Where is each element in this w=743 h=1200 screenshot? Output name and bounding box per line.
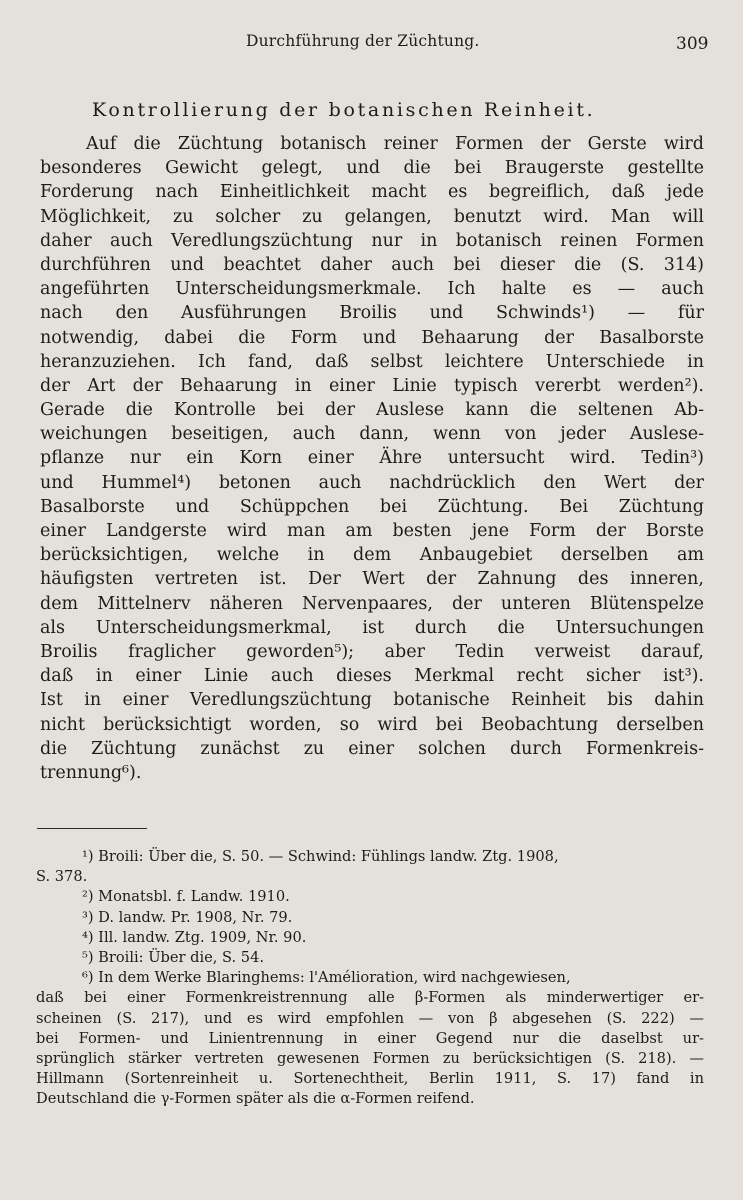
footnote-line: bei Formen- und Linientrennung in einer Gegend nur die daselbst ur-	[36, 1029, 704, 1047]
body-line: heranzuziehen. Ich fand, daß selbst leichtere Unterschiede in	[40, 351, 704, 372]
body-line: notwendig, dabei die Form und Behaarung der Basalborste	[40, 327, 704, 348]
footnote-line: ²) Monatsbl. f. Landw. 1910.	[82, 888, 290, 906]
footnote-line: daß bei einer Formenkreistrennung alle β-Formen als minderwertiger er-	[36, 989, 704, 1007]
body-line: Ist in einer Veredlungszüchtung botanische Reinheit bis dahin	[40, 690, 704, 711]
footnote-divider	[37, 828, 147, 829]
body-line: dem Mittelnerv näheren Nervenpaares, der unteren Blütenspelze	[40, 593, 704, 614]
body-line: häufigsten vertreten ist. Der Wert der Zahnung des inneren,	[40, 569, 704, 590]
body-line: durchführen und beachtet daher auch bei dieser die (S. 314)	[40, 254, 704, 275]
body-line: Möglichkeit, zu solcher zu gelangen, benutzt wird. Man will	[40, 206, 704, 227]
footnote-line: ⁵) Broili: Über die, S. 54.	[82, 948, 265, 966]
body-paragraph	[40, 132, 704, 785]
body-line: die Züchtung zunächst zu einer solchen durch Formenkreis-	[40, 738, 704, 759]
body-line: daher auch Veredlungszüchtung nur in botanisch reinen Formen	[40, 230, 704, 251]
footnote-line: ⁴) Ill. landw. Ztg. 1909, Nr. 90.	[82, 928, 307, 946]
body-line: der Art der Behaarung in einer Linie typisch vererbt werden²).	[40, 375, 704, 396]
body-line: pflanze nur ein Korn einer Ähre untersucht wird. Tedin³)	[40, 448, 704, 469]
body-line: und Hummel⁴) betonen auch nachdrücklich den Wert der	[40, 472, 704, 493]
footnote-line: ⁶) In dem Werke Blaringhems: l'Amélioration, wird nachgewiesen,	[82, 969, 571, 987]
body-line: Forderung nach Einheitlichkeit macht es begreiflich, daß jede	[40, 182, 704, 203]
footnote-line: sprünglich stärker vertreten gewesenen Formen zu berücksichtigen (S. 218). —	[36, 1049, 704, 1067]
body-line: Broilis fraglicher geworden⁵); aber Tedin verweist darauf,	[40, 641, 704, 662]
section-title: Kontrollierung der botanischen Reinheit.	[92, 99, 596, 121]
body-line: trennung⁶).	[40, 762, 142, 783]
footnote-line: ³) D. landw. Pr. 1908, Nr. 79.	[82, 908, 293, 926]
body-line: angeführten Unterscheidungsmerkmale. Ich halte es — auch	[40, 279, 704, 300]
body-line: einer Landgerste wird man am besten jene Form der Borste	[40, 521, 704, 541]
footnote-line: S. 378.	[36, 868, 88, 886]
body-line: daß in einer Linie auch dieses Merkmal recht sicher ist³).	[40, 666, 704, 687]
body-line: nicht berücksichtigt worden, so wird bei Beobachtung derselben	[40, 714, 704, 735]
footnotes	[36, 847, 704, 1109]
body-line: als Unterscheidungsmerkmal, ist durch die Untersuchungen	[40, 617, 704, 638]
footnote-line: ¹) Broili: Über die, S. 50. — Schwind: Fühlings landw. Ztg. 1908,	[82, 848, 559, 865]
footnote-line: Hillmann (Sortenreinheit u. Sortenechtheit, Berlin 1911, S. 17) fand in	[36, 1070, 704, 1088]
body-line: Auf die Züchtung botanisch reiner Formen der Gerste wird	[86, 134, 704, 154]
footnote-line: scheinen (S. 217), und es wird empfohlen — von β abgesehen (S. 222) —	[36, 1009, 704, 1027]
body-line: Gerade die Kontrolle bei der Auslese kann die seltenen Ab-	[40, 400, 704, 421]
footnote-line: Deutschland die γ-Formen später als die α-Formen reifend.	[36, 1090, 475, 1108]
running-title: Durchführung der Züchtung.	[246, 32, 480, 50]
body-line: nach den Ausführungen Broilis und Schwinds¹) — für	[40, 303, 704, 324]
page-number: 309	[676, 34, 709, 54]
body-line: besonderes Gewicht gelegt, und die bei Braugerste gestellte	[40, 158, 704, 179]
body-line: Basalborste und Schüppchen bei Züchtung. Bei Züchtung	[40, 496, 704, 517]
body-line: weichungen beseitigen, auch dann, wenn von jeder Auslese-	[40, 424, 704, 445]
body-line: berücksichtigen, welche in dem Anbaugebiet derselben am	[40, 545, 704, 566]
